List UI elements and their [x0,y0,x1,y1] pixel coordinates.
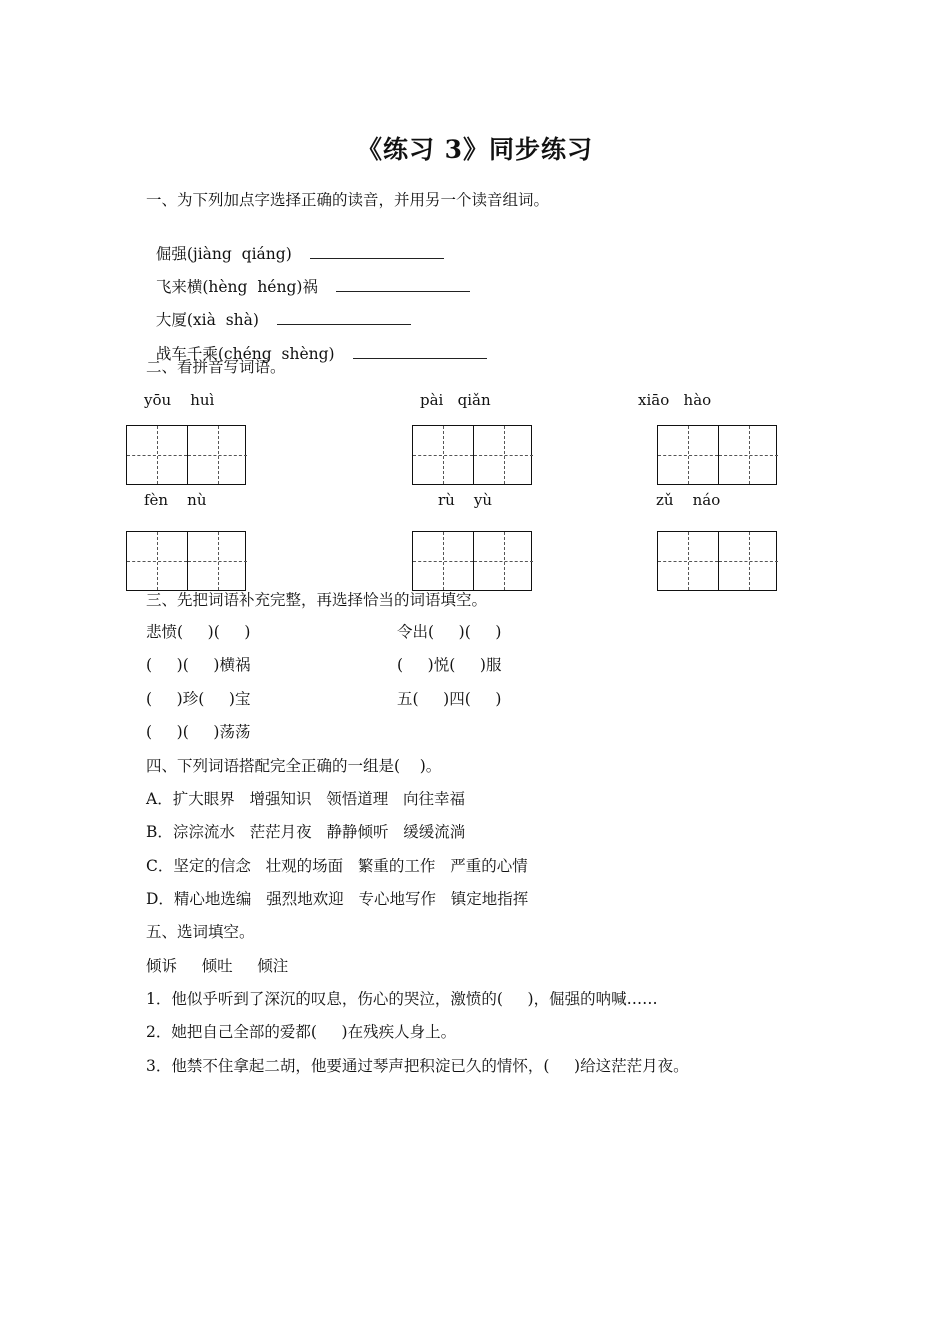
idiom-blank[interactable]: 令出( )( ) [397,623,502,641]
section4-heading[interactable]: 四、下列词语搭配完全正确的一组是( )。 [146,757,442,775]
sentence-3[interactable]: 3．他禁不住拿起二胡，他要通过琴声把积淀已久的情怀，( )给这茫茫月夜。 [146,1057,689,1075]
idiom-blank[interactable]: 悲愤( )( ) [146,623,251,641]
pinyin-label: pài qiǎn [420,391,491,409]
section5-heading: 五、选词填空。 [146,923,255,941]
answer-blank[interactable] [277,310,411,325]
section3-heading: 三、先把词语补充完整，再选择恰当的词语填空。 [146,591,488,609]
pinyin-label: zǔ náo [656,491,721,509]
pinyin-label: fèn nù [144,491,207,509]
idiom-blank[interactable]: ( )( )横祸 [146,656,251,674]
idiom-blank[interactable]: 五( )四( ) [397,690,502,708]
option-b: B．淙淙流水 茫茫月夜 静静倾听 缓缓流淌 [146,823,466,841]
pinyin-label: yōu huì [144,391,215,409]
page-title: 《练习 3》同步练习 [356,135,594,164]
writing-grid[interactable] [126,425,246,485]
writing-grid[interactable] [126,531,246,591]
sentence-1[interactable]: 1．他似乎听到了深沉的叹息，伤心的哭泣，激愤的( )，倔强的呐喊…… [146,990,658,1008]
item-text: 战车千乘(chéng shèng) [155,345,335,363]
item-text: 飞来横(hèng héng)祸 [155,278,318,296]
option-c: C．坚定的信念 壮观的场面 繁重的工作 严重的心情 [146,857,528,875]
writing-grid[interactable] [657,425,777,485]
pinyin-label: xiāo hào [638,391,712,409]
idiom-blank[interactable]: ( )悦( )服 [397,656,502,674]
sentence-2[interactable]: 2．她把自己全部的爱都( )在残疾人身上。 [146,1023,457,1041]
item-text: 大厦(xià shà) [155,311,259,329]
word-choices: 倾诉 倾吐 倾注 [146,957,289,975]
answer-blank[interactable] [353,344,487,359]
writing-grid[interactable] [657,531,777,591]
section2-heading: 二、看拼音写词语。 [146,358,286,376]
option-a: A．扩大眼界 增强知识 领悟道理 向往幸福 [146,790,466,808]
section1-heading: 一、为下列加点字选择正确的读音，并用另一个读音组词。 [146,191,550,209]
writing-grid[interactable] [412,531,532,591]
option-d: D．精心地选编 强烈地欢迎 专心地写作 镇定地指挥 [146,890,529,908]
idiom-blank[interactable]: ( )珍( )宝 [146,690,251,708]
writing-grid[interactable] [412,425,532,485]
item-text: 倔强(jiàng qiáng) [155,245,292,263]
pinyin-label: rù yù [438,491,493,509]
idiom-blank[interactable]: ( )( )荡荡 [146,723,251,741]
